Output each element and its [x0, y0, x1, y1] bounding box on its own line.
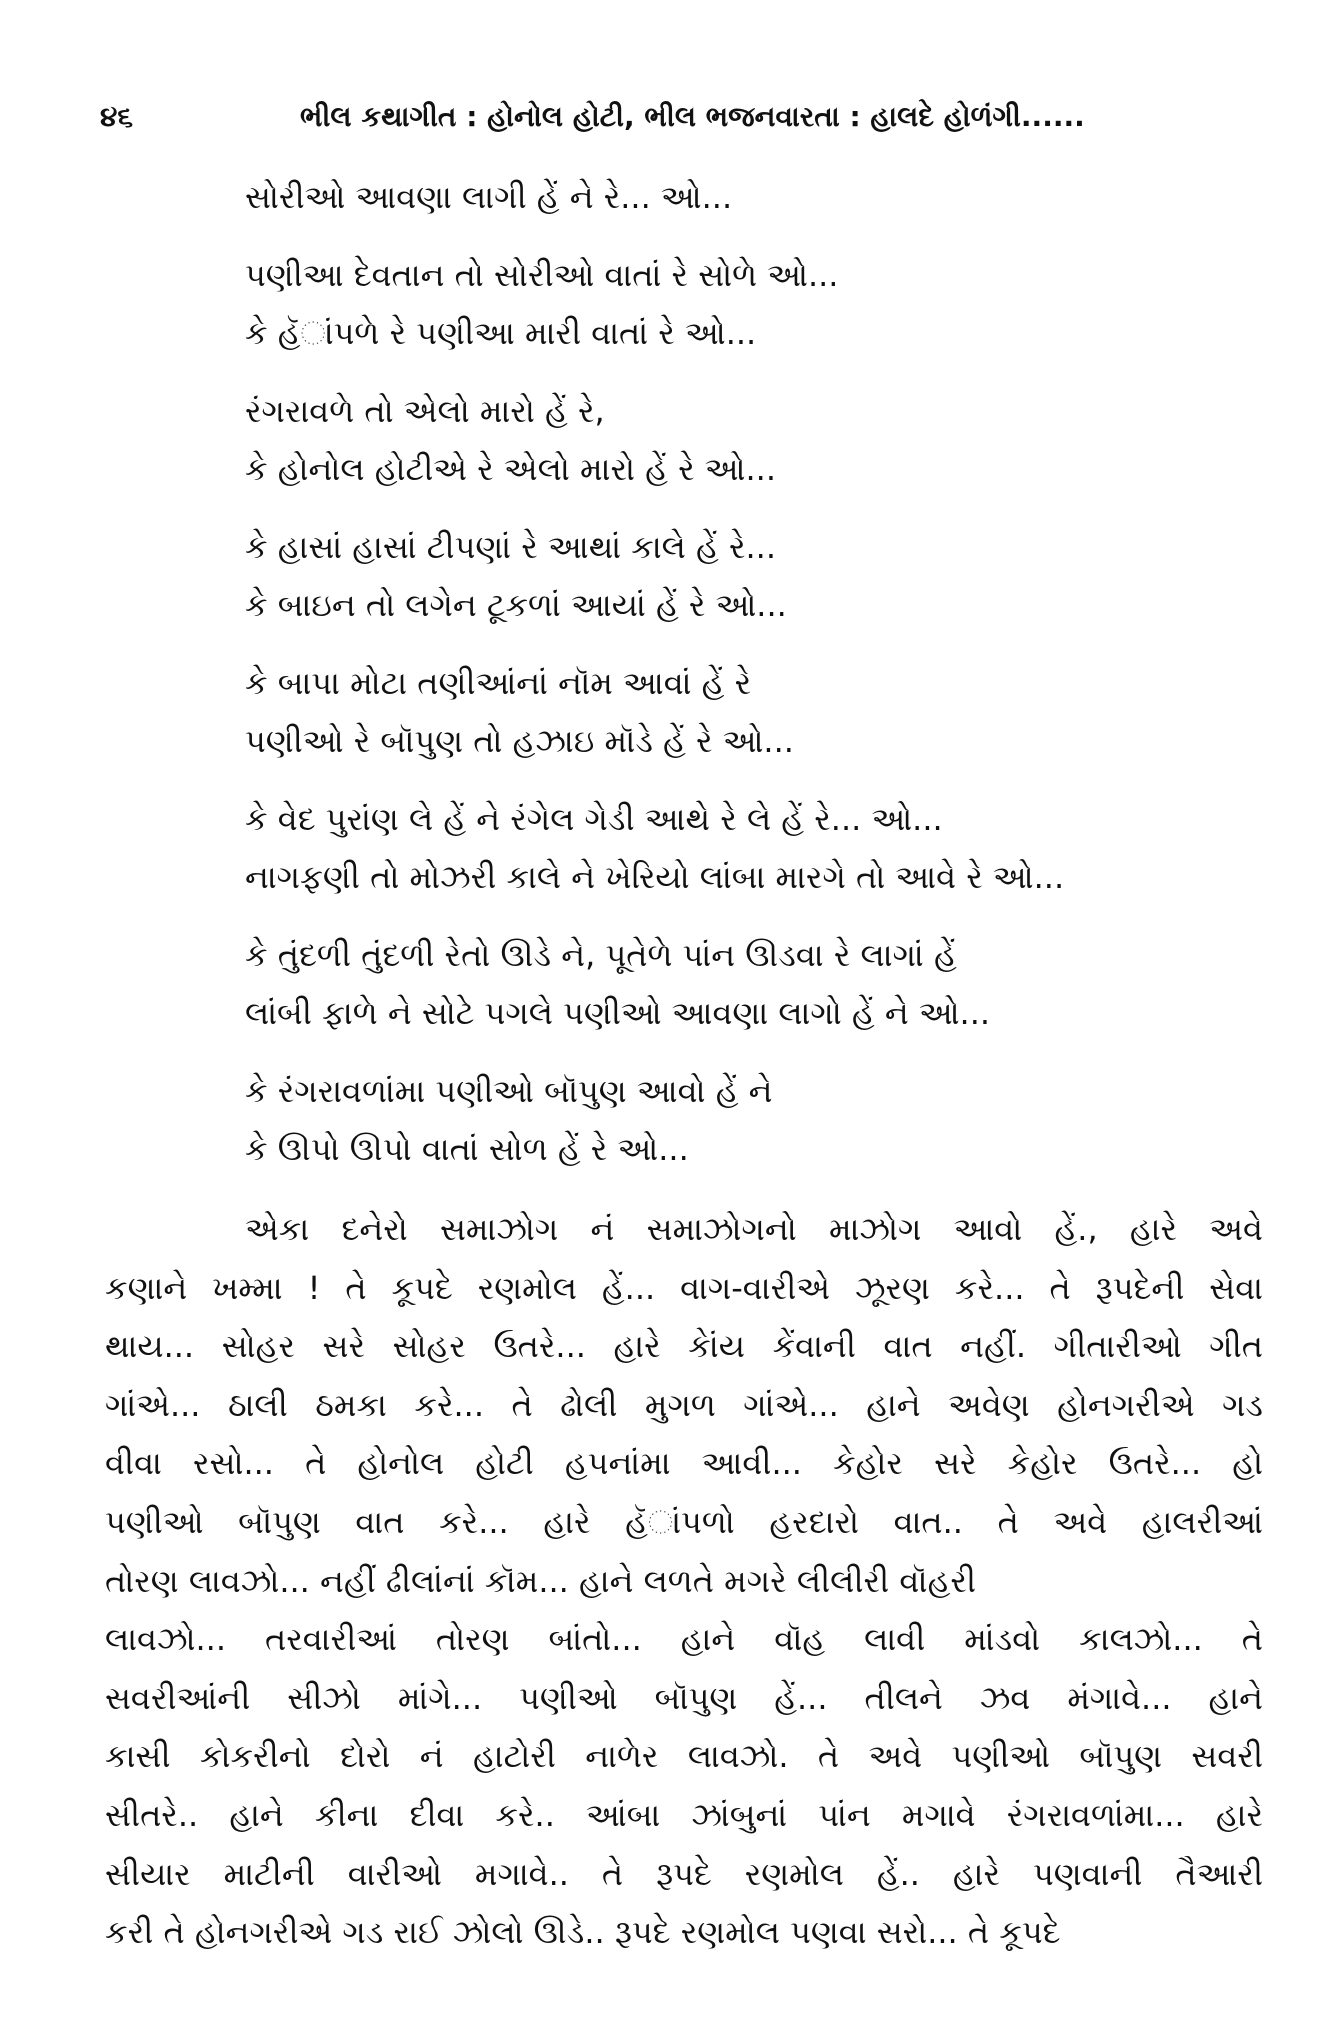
prose-line: થાય... સોહર સરે સોહર ઉતરે... હારે કેાંય કેંવાની વાત નહીં. ગીતારીઓ ગીત — [105, 1327, 1263, 1366]
stanza — [245, 1062, 1275, 1178]
prose-line: કરી તે હોનગરીએ ગડ રાઈ ઝોલો ઊડે.. રૂપદે રણમોલ પણવા સરો... તે કૂપદે — [105, 1913, 1061, 1952]
page-header — [100, 92, 1260, 142]
verse-line: કે હાસાં હાસાં ટીપણાં રે આથાં કાલે હેં રે... — [245, 528, 777, 566]
verse-line: સોરીઓ આવણા લાગી હેં ને રે... ઓ... — [245, 178, 733, 216]
stanza — [245, 518, 1275, 634]
running-title: ભીલ કથાગીત : હોનોલ હોટી, ભીલ ભજનવારતા : હાલદે હોળંગી...... — [300, 100, 1085, 133]
verse-section — [245, 168, 1275, 1198]
verse-line: પણીઓ રે બૉપુણ તો હઝાઇ મૉડે હેં રે ઓ... — [245, 722, 794, 760]
prose-line: સીયાર માટીની વારીઓ મગાવે.. તે રૂપદે રણમોલ હેં.. હારે પણવાની તૈઆરી — [105, 1854, 1263, 1893]
page-number: ૪૬ — [100, 100, 134, 133]
prose-line: તોરણ લાવઝો... નહીં ઢીલાંનાં કૉમ... હાને લળતે મગરે લીલીરી વૉહરી — [105, 1561, 977, 1600]
prose-section — [105, 1200, 1263, 1962]
verse-line: કે બાપા મોટા તણીઆંનાં નૉમ આવાં હેં રે — [245, 664, 752, 702]
verse-line: કે હૅાંપળે રે પણીઆ મારી વાતાં રે ઓ... — [245, 314, 757, 352]
verse-line: કે ઊપો ઊપો વાતાં સોળ હેં રે ઓ... — [245, 1130, 689, 1168]
stanza — [245, 168, 1275, 226]
prose-line: ગાંએ... ઠાલી ઠમકા કરે... તે ઢોલી મુગળ ગાંએ... હાને અવેણ હોનગરીએ ગડ — [105, 1385, 1263, 1424]
verse-line: કે તુંદળી તુંદળી રેતો ઊડે ને, પૂતેળે પાંન ઊડવા રે લાગાં હેં — [245, 936, 957, 974]
prose-line: પણીઓ બૉપુણ વાત કરે... હારે હૅાંપળો હરદારો વાત.. તે અવે હાલરીઆં — [105, 1502, 1263, 1541]
prose-line: કણાને ખમ્મા ! તે કૂપદે રણમોલ હેં... વાગ-વારીએ ઝૂરણ કરે... તે રૂપદેની સેવા — [105, 1268, 1263, 1307]
prose-line: કાસી કોકરીનો દોરો નં હાટોરી નાળેર લાવઝો. તે અવે પણીઓ બૉપુણ સવરી — [105, 1737, 1263, 1776]
stanza — [245, 790, 1275, 906]
stanza — [245, 654, 1275, 770]
verse-line: કે વેદ પુરાંણ લે હેં ને રંગેલ ગેડી આથે રે લે હેં રે... ઓ... — [245, 800, 943, 838]
stanza — [245, 246, 1275, 362]
verse-line: કે બાઇન તો લગેન ટૂકળાં આયાં હેં રે ઓ... — [245, 586, 787, 624]
stanza — [245, 926, 1275, 1042]
stanza — [245, 382, 1275, 498]
verse-line: લાંબી ફાળે ને સોટે પગલે પણીઓ આવણા લાગો હેં ને ઓ... — [245, 994, 991, 1032]
prose-line: સીતરે.. હાને કીના દીવા કરે.. આંબા ઝાંબુનાં પાંન મગાવે રંગરાવળાંમા... હારે — [105, 1795, 1263, 1834]
prose-line: લાવઝો... તરવારીઆં તોરણ બાંતો... હાને વૉહ લાવી માંડવો કાલઝો... તે — [105, 1620, 1263, 1659]
verse-line: નાગફણી તો મોઝરી કાલે ને ખેરિયો લાંબા મારગે તો આવે રે ઓ... — [245, 858, 1065, 896]
verse-line: કે હોનોલ હોટીએ રે એલો મારો હેં રે ઓ... — [245, 450, 777, 488]
prose-line: એકા દનેરો સમાઝોગ નં સમાઝોગનો માઝોગ આવો હેં., હારે અવે — [245, 1210, 1263, 1248]
verse-line: કે રંગરાવળાંમા પણીઓ બૉપુણ આવો હેં ને — [245, 1072, 773, 1110]
verse-line: રંગરાવળે તો એલો મારો હેં રે, — [245, 392, 605, 430]
prose-line: વીવા રસો... તે હોનોલ હોટી હપનાંમા આવી... કેહોર સરે કેહોર ઉતરે... હો — [105, 1444, 1263, 1483]
prose-line: સવરીઆંની સીઝો માંગે... પણીઓ બૉપુણ હેં... તીલને ઝવ મંગાવે... હાને — [105, 1678, 1263, 1717]
verse-line: પણીઆ દેવતાન તો સોરીઓ વાતાં રે સોળે ઓ... — [245, 256, 839, 294]
